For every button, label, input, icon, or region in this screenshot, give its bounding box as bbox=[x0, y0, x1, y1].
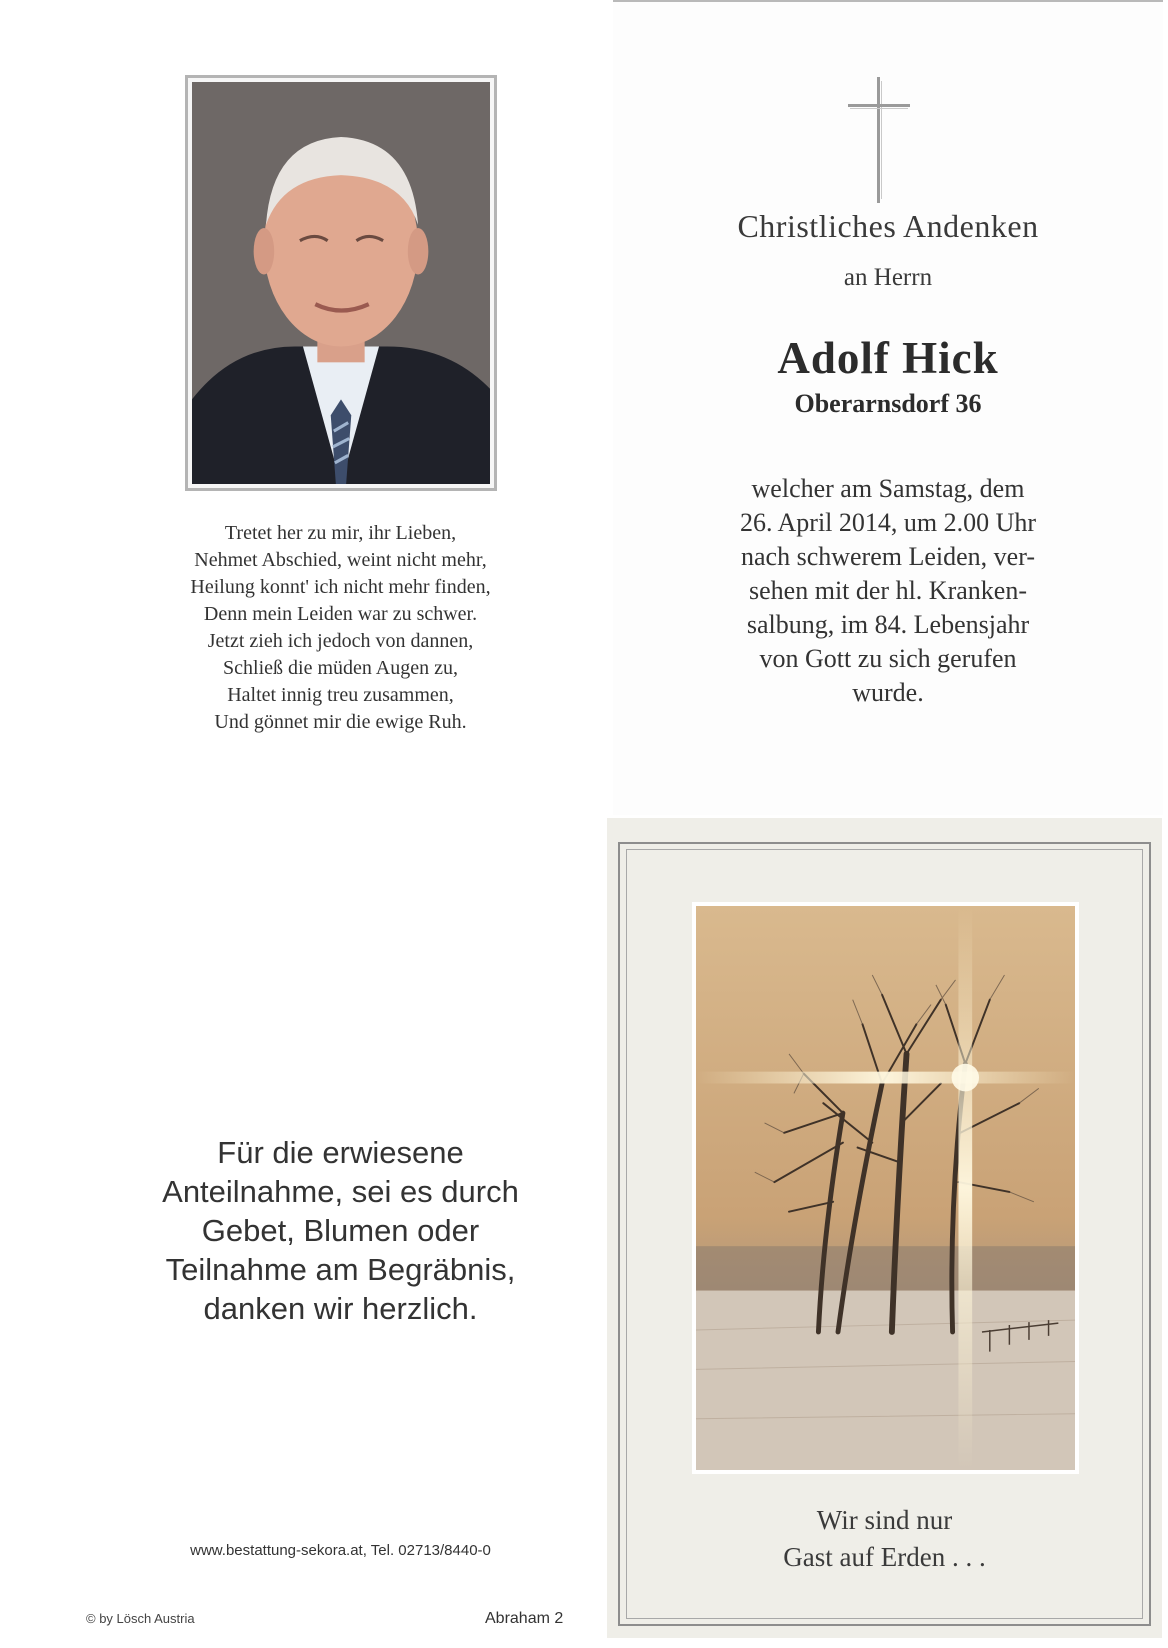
cover-image bbox=[692, 902, 1079, 1474]
design-code: Abraham 2 bbox=[485, 1610, 564, 1627]
thanks-line: Für die erwiesene bbox=[217, 1135, 464, 1170]
obituary-line: wurde. bbox=[852, 678, 924, 707]
copyright-notice: © by Lösch Austria bbox=[86, 1611, 195, 1626]
memorial-subtitle: an Herrn bbox=[843, 264, 933, 291]
thanks-line: Teilnahme am Begräbnis, bbox=[165, 1252, 516, 1287]
cross-icon bbox=[848, 77, 910, 203]
thanks-message bbox=[108, 1133, 573, 1328]
obituary-line: 26. April 2014, um 2.00 Uhr bbox=[739, 508, 1037, 537]
portrait-illustration bbox=[192, 82, 490, 484]
portrait-frame bbox=[185, 75, 497, 491]
portrait-photo bbox=[192, 82, 490, 484]
cover-verse bbox=[607, 1502, 1162, 1576]
memorial-title: Christliches Andenken bbox=[737, 208, 1039, 244]
poem-line: Denn mein Leiden war zu schwer. bbox=[203, 603, 478, 625]
obituary-text bbox=[653, 472, 1123, 710]
obituary-line: welcher am Samstag, dem bbox=[751, 474, 1025, 503]
poem-line: Jetzt zieh ich jedoch von dannen, bbox=[207, 630, 474, 652]
verse-line: Gast auf Erden . . . bbox=[783, 1542, 986, 1572]
memorial-poem bbox=[108, 520, 573, 736]
thanks-line: Gebet, Blumen oder bbox=[201, 1213, 480, 1248]
card-panel-announcement bbox=[613, 0, 1163, 815]
obituary-line: nach schwerem Leiden, ver- bbox=[741, 542, 1035, 571]
poem-line: Tretet her zu mir, ihr Lieben, bbox=[224, 522, 457, 544]
card-panel-cover bbox=[607, 818, 1162, 1638]
deceased-address: Oberarnsdorf 36 bbox=[794, 389, 982, 418]
verse-line: Wir sind nur bbox=[816, 1505, 953, 1535]
obituary-line: sehen mit der hl. Kranken- bbox=[749, 576, 1027, 605]
card-panel-portrait bbox=[68, 0, 613, 815]
card-panel-thanks bbox=[68, 815, 613, 1648]
thanks-line: danken wir herzlich. bbox=[203, 1291, 478, 1326]
funeral-home-contact: www.bestattung-sekora.at, Tel. 02713/8440-0 bbox=[190, 1542, 491, 1559]
poem-line: Haltet innig treu zusammen, bbox=[227, 684, 454, 706]
deceased-name: Adolf Hick bbox=[777, 333, 999, 383]
thanks-line: Anteilnahme, sei es durch bbox=[162, 1174, 519, 1209]
poem-line: Nehmet Abschied, weint nicht mehr, bbox=[194, 549, 487, 571]
poem-line: Schließ die müden Augen zu, bbox=[223, 657, 458, 679]
poem-line: Heilung konnt' ich nicht mehr finden, bbox=[190, 576, 491, 598]
obituary-line: von Gott zu sich gerufen bbox=[759, 644, 1017, 673]
obituary-line: salbung, im 84. Lebensjahr bbox=[746, 610, 1030, 639]
poem-line: Und gönnet mir die ewige Ruh. bbox=[214, 711, 467, 733]
sunset-trees-illustration bbox=[696, 906, 1075, 1470]
